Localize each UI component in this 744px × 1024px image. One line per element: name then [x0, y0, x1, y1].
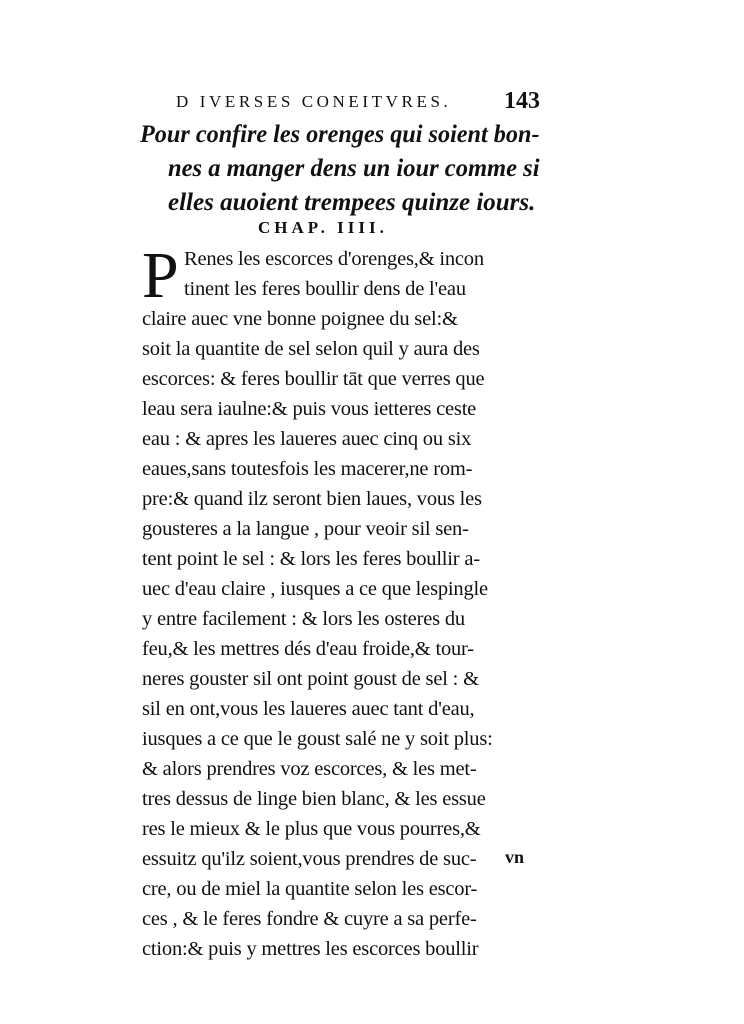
text-line: tres dessus de linge bien blanc, & les essue: [142, 788, 486, 810]
text-line: sil en ont,vous les laueres auec tant d'eau,: [142, 698, 475, 720]
text-line: uec d'eau claire , iusques a ce que lespingle: [142, 578, 488, 600]
text-line: iusques a ce que le goust salé ne y soit plus:: [142, 728, 493, 750]
text-line: essuitz qu'ilz soient,vous prendres de suc-: [142, 848, 477, 870]
text-line: Renes les escorces d'orenges,& incon: [184, 248, 484, 270]
text-line: leau sera iaulne:& puis vous ietteres ceste: [142, 398, 477, 420]
text-line: claire auec vne bonne poignee du sel:&: [142, 308, 458, 330]
text-line: eaues,sans toutesfois les macerer,ne rom-: [142, 458, 473, 480]
recipe-title-line: elles auoient trempees quinze iours.: [168, 189, 536, 216]
recipe-title-line: Pour confire les orenges qui soient bon-: [140, 121, 540, 148]
text-line: ction:& puis y mettres les escorces boullir: [142, 938, 479, 960]
text-line: pre:& quand ilz seront bien laues, vous les: [142, 488, 482, 510]
text-line: y entre facilement : & lors les osteres du: [142, 608, 465, 630]
text-line: feu,& les mettres dés d'eau froide,& tour-: [142, 638, 474, 660]
text-line: neres gouster sil ont point goust de sel : &: [142, 668, 479, 690]
text-line: & alors prendres voz escorces, & les met-: [142, 758, 477, 780]
running-head: [176, 92, 546, 112]
chapter-heading: CHAP. IIII.: [258, 218, 388, 237]
text-line: eau : & apres les laueres auec cinq ou six: [142, 428, 472, 450]
text-line: tinent les feres boullir dens de l'eau: [184, 278, 466, 300]
text-line: res le mieux & le plus que vous pourres,&: [142, 818, 481, 840]
text-line: ces , & le feres fondre & cuyre a sa perfe-: [142, 908, 477, 930]
text-line: escorces: & feres boullir tāt que verres que: [142, 368, 485, 390]
text-line: gousteres a la langue , pour veoir sil sen-: [142, 518, 469, 540]
page-number: 143: [504, 88, 540, 114]
text-line: tent point le sel : & lors les feres boullir a-: [142, 548, 480, 570]
recipe-title-line: nes a manger dens un iour comme si: [168, 155, 540, 182]
drop-cap-initial: P: [142, 239, 179, 312]
running-title: D IVERSES CONEITVRES.: [176, 92, 452, 111]
text-line: soit la quantite de sel selon quil y aura des: [142, 338, 480, 360]
catchword: vn: [505, 847, 525, 867]
text-line: cre, ou de miel la quantite selon les escor-: [142, 878, 478, 900]
